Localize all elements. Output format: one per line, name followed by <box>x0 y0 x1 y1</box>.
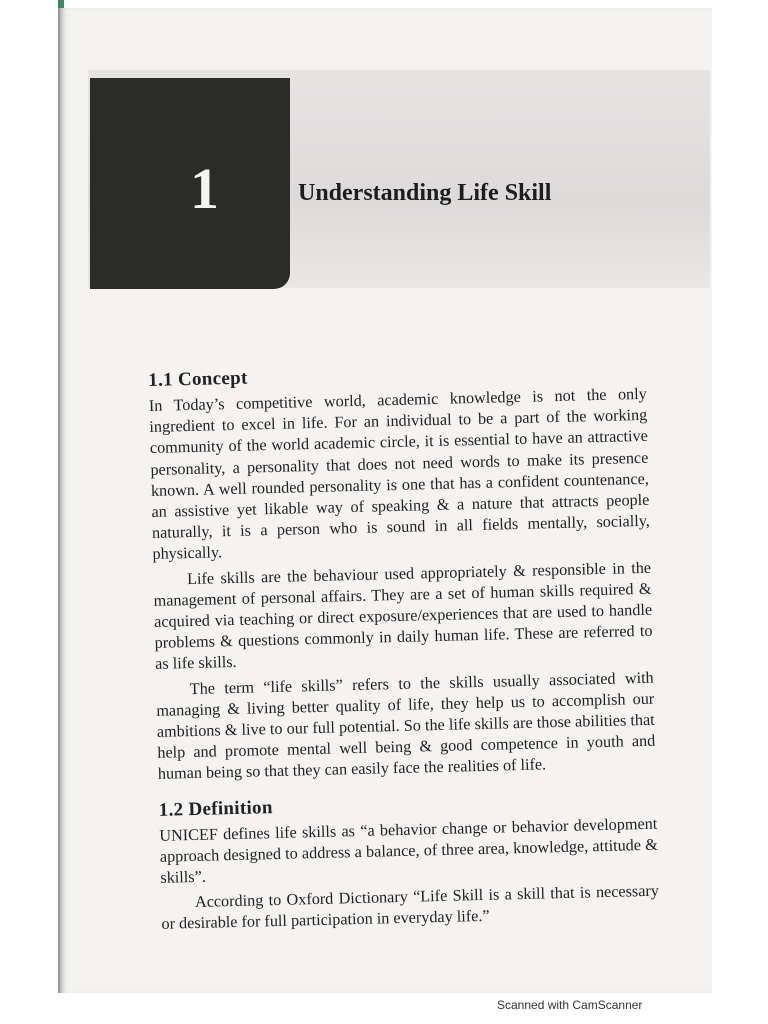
section-definition <box>158 787 659 935</box>
section-heading: 1.1 Concept <box>148 367 248 391</box>
scan-edge-strip <box>58 0 64 8</box>
paragraph: Life skills are the behaviour used appropriately & responsible in the management of personal affairs. They are a set of human skills required & acquired via teaching or direct exposure/experiences that are used to handle problems & questions commonly in daily human life. These are referred to as life skills. <box>153 558 653 674</box>
section-concept <box>148 358 656 786</box>
chapter-title: Understanding Life Skill <box>298 180 552 206</box>
scanner-watermark: Scanned with CamScanner <box>497 998 643 1012</box>
chapter-number: 1 <box>190 156 219 221</box>
paragraph: In Today’s competitive world, academic knowledge is not the only ingredient to excel in life. For an individual to be a part of the working community of the world academic circle, it is essential to have an attractive personality, a personality that does not need words to make its presence known. A well rounded personality is one that has a confident countenance, an assistive yet likable way of speaking & a nature that attracts people naturally, it is a person who is sound in all fields mentally, socially, physically. <box>148 384 651 564</box>
page-content <box>148 358 660 936</box>
paragraph: UNICEF defines life skills as “a behavior change or behavior development approach designed to address a balance, of three area, knowledge, attitude & skills”. <box>159 814 658 887</box>
paragraph: The term “life skills” refers to the skills usually associated with managing & living better quality of life, they help us to accomplish our ambitions & live to our full potential. So the life skills are those abilities that help and promote mental well being & good competence in youth and human being so that they can easily face the realities of life. <box>156 668 656 784</box>
paragraph: According to Oxford Dictionary “Life Skill is a skill that is necessary or desirable for full participation in everyday life.” <box>161 881 660 934</box>
section-heading: 1.2 Definition <box>158 796 273 821</box>
